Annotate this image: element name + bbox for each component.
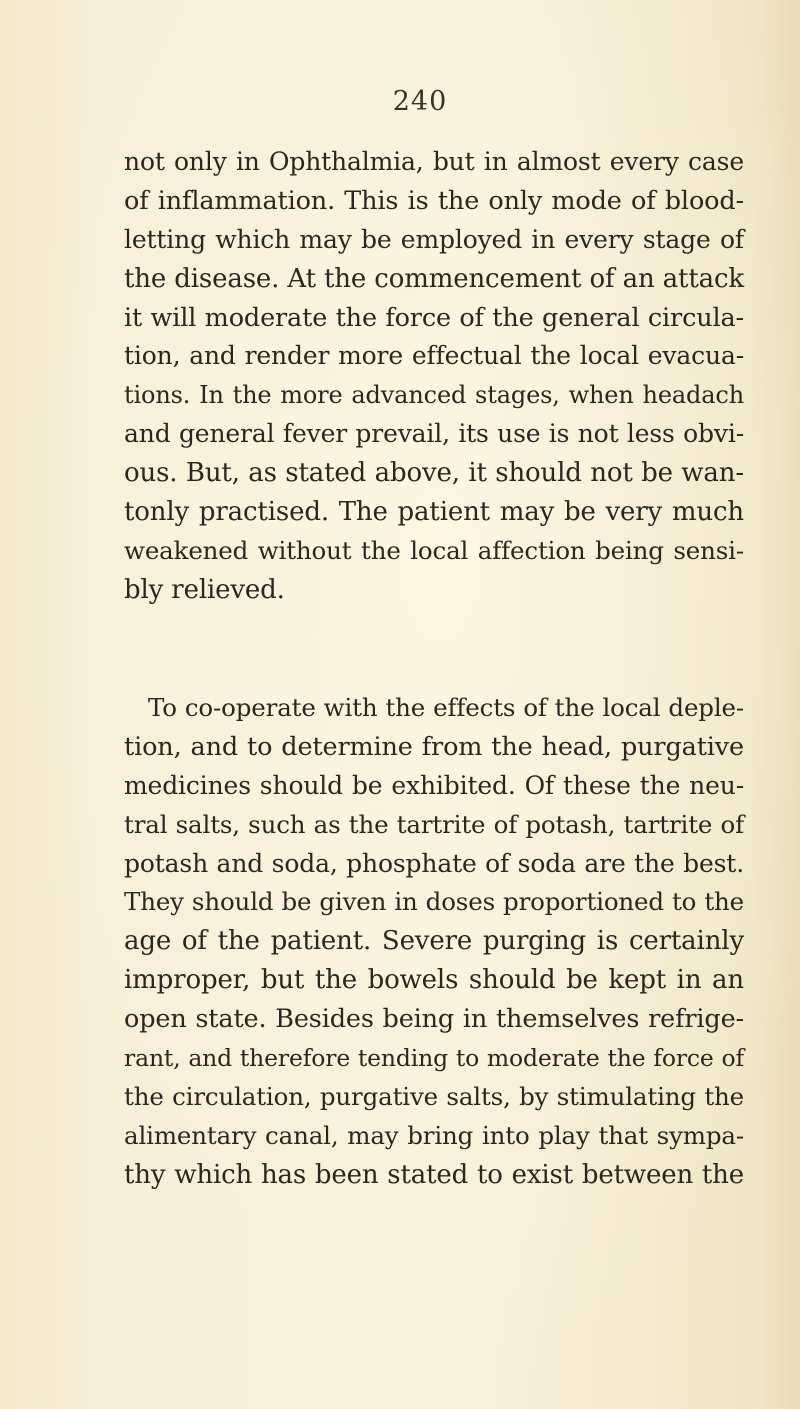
text-line: age of the patient. Severe purging is certainly	[124, 926, 744, 957]
text-line: alimentary canal, may bring into play that sympa-	[124, 1120, 744, 1150]
text-line: open state. Besides being in themselves refrige-	[124, 1004, 744, 1035]
text-line: tions. In the more advanced stages, when headach	[124, 381, 744, 410]
text-line: potash and soda, phosphate of soda are the best.	[124, 848, 744, 878]
text-line: of inflammation. This is the only mode of blood-	[124, 185, 744, 216]
text-line: bly relieved.	[124, 574, 285, 605]
text-line: To co-operate with the effects of the local deple-	[148, 693, 744, 722]
text-line: tion, and render more effectual the local evacua-	[124, 341, 744, 371]
paragraph-2	[124, 689, 744, 1195]
text-line: tral salts, such as the tartrite of potash, tartrite of	[124, 809, 744, 839]
text-line: and general fever prevail, its use is not less obvi-	[124, 419, 744, 449]
text-line: tonly practised. The patient may be very much	[124, 497, 744, 528]
text-line: tion, and to determine from the head, purgative	[124, 731, 744, 762]
text-line: not only in Ophthalmia, but in almost every case	[124, 147, 744, 176]
text-line: the circulation, purgative salts, by stimulating the	[124, 1081, 744, 1111]
text-line: thy which has been stated to exist between the	[124, 1159, 744, 1190]
text-line: weakened without the local affection being sensi-	[124, 535, 744, 565]
paragraph-1	[124, 143, 744, 610]
text-line: ous. But, as stated above, it should not be wan-	[124, 458, 744, 489]
text-line: it will moderate the force of the general circula-	[124, 302, 744, 333]
text-line: the disease. At the commencement of an attack	[124, 263, 744, 294]
page-number: 240	[392, 86, 448, 117]
text-line: improper, but the bowels should be kept in an	[124, 965, 744, 996]
text-line: They should be given in doses proportioned to the	[124, 887, 744, 917]
text-line: rant, and therefore tending to moderate the force of	[124, 1044, 744, 1073]
text-line: letting which may be employed in every stage of	[124, 224, 744, 254]
text-line: medicines should be exhibited. Of these the neu-	[124, 770, 744, 800]
